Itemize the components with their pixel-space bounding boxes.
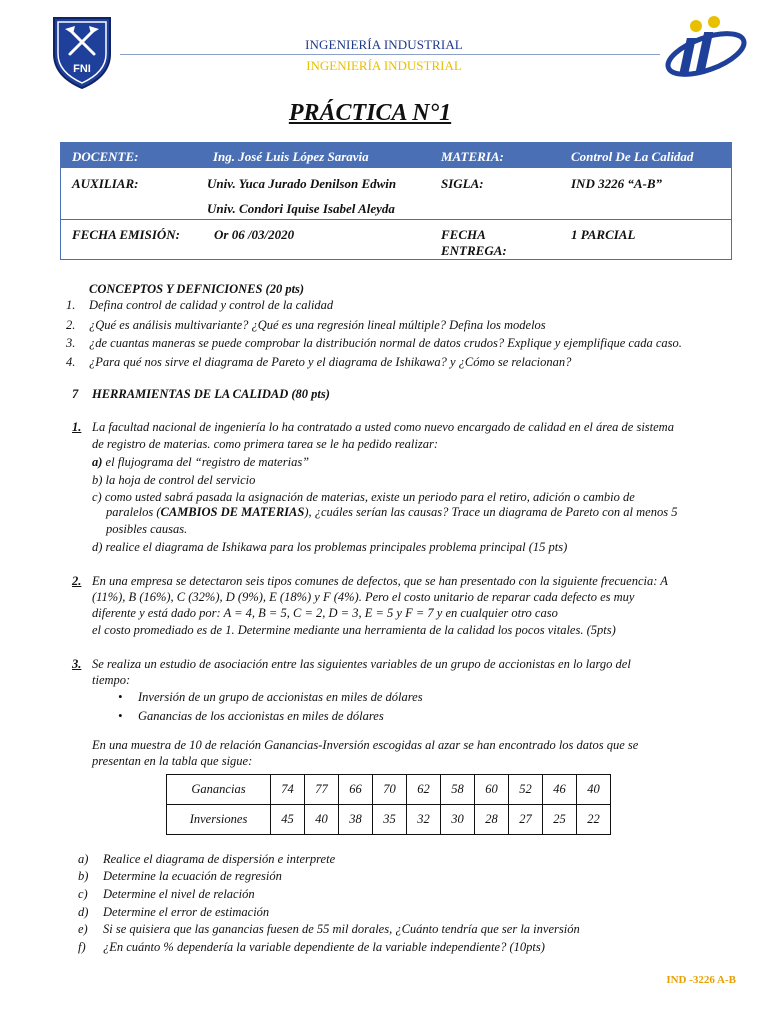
s1-item-number: 3. [66,336,76,350]
docente-label: DOCENTE: [72,149,139,164]
s1-item-text: ¿Qué es análisis multivariante? ¿Qué es una regresión lineal múltiple? Defina los modelos [89,318,546,332]
page-title: PRÁCTICA N°1 [288,100,452,126]
q-text: Determine el error de estimación [103,905,270,919]
p1-item-c-line3: posibles causas. [106,522,188,536]
p1-c-bold: CAMBIOS DE MATERIAS [160,505,305,519]
s1-item-number: 1. [66,298,76,312]
materia-label: MATERIA: [441,149,504,164]
table-cell: 58 [441,775,475,805]
table-row [167,775,611,805]
p3-intro: presentan en la tabla que sigue: [92,754,253,768]
q-letter: d) [78,905,89,919]
p1-item-a-label: a) [92,455,103,469]
p1-item-a [92,455,309,470]
fecha-emision-label: FECHA EMISIÓN: [72,227,181,242]
p1-c-pre: paralelos ( [106,505,161,519]
p3-bullet: Inversión de un grupo de accionistas en miles de dólares [138,690,423,704]
section1-heading: CONCEPTOS Y DEFNICIONES (20 pts) [89,282,305,296]
p1-item-d: d) realice el diagrama de Ishikawa para los problemas principales problema principal (15 pts) [92,540,568,554]
bullet-dot: • [118,709,123,723]
table-cell: 27 [509,805,543,835]
p1-line: de registro de materias. como primera tarea se le ha pedido realizar: [92,437,439,451]
table-cell: 35 [373,805,407,835]
s1-item-number: 4. [66,355,76,369]
table-cell: 40 [577,775,611,805]
table-cell: 66 [339,775,373,805]
table-cell: 74 [271,775,305,805]
auxiliar-label: AUXILIAR: [72,176,139,191]
fecha-emision-value: Or 06 /03/2020 [214,227,295,242]
auxiliar-1: Univ. Yuca Jurado Denilson Edwin [207,176,397,191]
p1-item-b: b) la hoja de control del servicio [92,473,256,487]
q-letter: f) [78,940,86,954]
section2-heading: HERRAMIENTAS DE LA CALIDAD (80 pts) [92,387,330,401]
table-cell: 22 [577,805,611,835]
table-cell: 45 [271,805,305,835]
table-row [167,805,611,835]
data-table [166,774,611,835]
s1-item-number: 2. [66,318,76,332]
p2-line: diferente y está dado por: A = 4, B = 5, C = 2, D = 3, E = 5 y F = 7 y en cualquier otro caso [92,606,558,620]
table-cell: 40 [305,805,339,835]
table-cell: 62 [407,775,441,805]
q-text: Realice el diagrama de dispersión e interprete [103,852,336,866]
p3-line: tiempo: [92,673,131,687]
p2-line: (11%), B (16%), C (32%), D (9%), E (18%) y F (4%). Pero el costo unitario de reparar cada defecto es muy [92,590,635,604]
p1-c-post: ), ¿cuáles serían las causas? Trace un diagrama de Pareto con al menos 5 [304,505,678,519]
p3-bullet: Ganancias de los accionistas en miles de dólares [138,709,384,723]
info-table [60,142,732,260]
table-cell: 46 [543,775,577,805]
table-cell: 25 [543,805,577,835]
table-cell: 28 [475,805,509,835]
fecha-entrega-label-2: ENTREGA: [441,243,507,258]
auxiliar-2: Univ. Condori Iquise Isabel Aleyda [207,201,395,216]
table-cell: 52 [509,775,543,805]
header-line-2: INGENIERÍA INDUSTRIAL [306,58,462,73]
section2-number: 7 [72,387,79,401]
footer-code: IND -3226 A-B [666,974,736,986]
s1-item-text: ¿Para qué nos sirve el diagrama de Pareto y el diagrama de Ishikawa? y ¿Cómo se relacionan? [89,355,572,369]
p3-intro: En una muestra de 10 de relación Ganancias-Inversión escogidas al azar se han encontrado los datos que se [92,738,639,752]
q-letter: c) [78,887,88,901]
fecha-entrega-value: 1 PARCIAL [571,227,636,242]
docente-value: Ing. José Luis López Saravia [213,149,369,164]
s1-item-text: ¿de cuantas maneras se puede comprobar la distribución normal de datos crudos? Explique y ejemplifique cada caso. [89,336,682,350]
p1-line: La facultad nacional de ingeniería lo ha contratado a usted como nuevo encargado de calidad en el área de sistema [92,420,674,434]
p3-number: 3. [72,657,82,671]
table-cell: 70 [373,775,407,805]
p1-item-c: c) como usted sabrá pasada la asignación de materias, existe un periodo para el retiro, adición o cambio de [92,490,635,504]
table-cell: 30 [441,805,475,835]
bullet-dot: • [118,690,123,704]
p1-number: 1. [72,420,82,434]
info-row-divider [61,219,731,220]
materia-value: Control De La Calidad [571,149,694,164]
table-cell: 60 [475,775,509,805]
sigla-label: SIGLA: [441,176,484,191]
q-text: Determine el nivel de relación [103,887,255,901]
q-letter: e) [78,922,88,936]
p2-line: el costo promediado es de 1. Determine mediante una herramienta de la calidad los pocos vitales. (5pts) [92,623,616,637]
table-cell: 32 [407,805,441,835]
fni-logo-text: FNI [73,63,91,75]
p2-number: 2. [72,574,82,588]
header-line-1: INGENIERÍA INDUSTRIAL [305,37,463,52]
row-label: Inversiones [167,805,271,835]
table-cell: 77 [305,775,339,805]
p3-line: Se realiza un estudio de asociación entre las siguientes variables de un grupo de accionistas en lo largo del [92,657,631,671]
table-cell: 38 [339,805,373,835]
q-text: ¿En cuánto % dependería la variable dependiente de la variable independiente? (10pts) [103,940,545,954]
s1-item-text: Defina control de calidad y control de la calidad [89,298,334,312]
q-text: Determine la ecuación de regresión [103,869,282,883]
q-letter: b) [78,869,89,883]
q-text: Si se quisiera que las ganancias fuesen de 55 mil dorales, ¿Cuánto tendría que ser la inversión [103,922,580,936]
row-label: Ganancias [167,775,271,805]
header-divider [120,54,660,55]
p1-item-c-line2 [106,505,677,520]
fecha-entrega-label-1: FECHA [441,227,486,242]
q-letter: a) [78,852,89,866]
p1-item-a-text: el flujograma del “registro de materias” [102,455,310,469]
sigla-value: IND 3226 “A-B” [571,176,663,191]
p2-line: En una empresa se detectaron seis tipos comunes de defectos, que se han presentado con la siguiente frecuencia: A [92,574,668,588]
